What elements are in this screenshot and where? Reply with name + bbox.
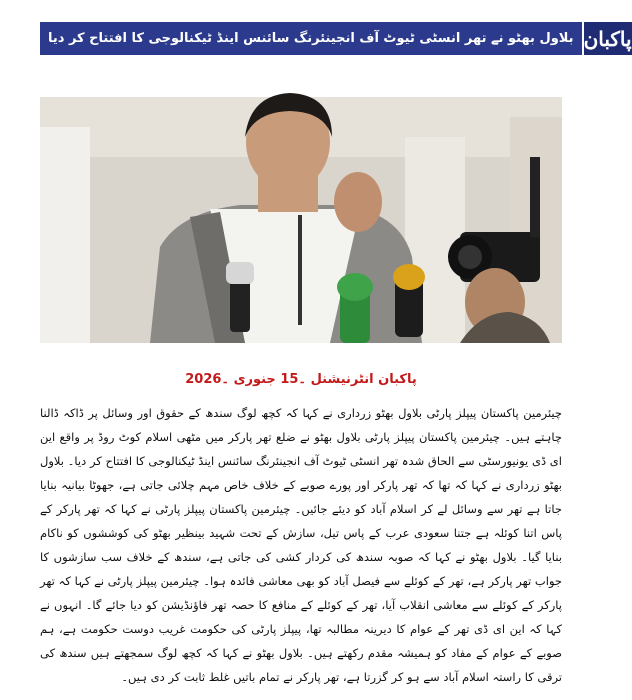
news-photo (40, 97, 562, 343)
article-body: چیئرمین پاکستان پیپلز پارٹی بلاول بھٹو زرداری نے کہا کہ کچھ لوگ سندھ کے حقوق اور وسائل پر ڈاکہ ڈالنا چاہتے ہیں۔ چیئرمین پاکستان پیپلز پارٹی بلاول بھٹو نے ضلع تھر پارکر میں مٹھی اسلام کوٹ روڈ پر واقع این ای ڈی یونیورسٹی سے الحاق شدہ تھر انسٹی ٹیوٹ آف انجینئرنگ سائنس اینڈ ٹیکنالوجی کا افتتاح کر دیا۔ بلاول بھٹو زرداری نے کہا کہ تھا کہ تھر پارکر اور پورے صوبے کے خلاف خاص مہم چلائی جاتی ہے، جھوٹا بیانیہ بنایا جاتا ہے تھر سے وسائل لے کر اسلام آباد کو دیئے جائیں۔ چیئرمین پاکستان پیپلز پارٹی نے کہا کہ تھر پارکر کے پاس اتنا کوئلہ ہے جتنا سعودی عرب کے پاس تیل، سازش کے تحت شہید بینظیر بھٹو کی کوششوں کو ناکام بنایا گیا۔ بلاول بھٹو نے کہا کہ صوبہ سندھ کی کردار کشی کی جاتی ہے، سندھ کے خلاف سب سازشوں کا جواب تھر پارکر ہے، تھر کے کوئلے سے فیصل آباد کو بھی معاشی فائدہ ہوا۔ چیئرمین پیپلز پارٹی نے کہا کہ تھر پارکر کے کوئلے سے معاشی انقلاب آیا، تھر کے کوئلے کے منافع کا حصہ تھر فاؤنڈیشن کو دیا جائے گا۔ انہوں نے کہا کہ این ای ڈی تھر کے عوام کا دیرینہ مطالبہ تھا، پیپلز پارٹی کی حکومت غریب دوست حکومت ہے، ہم صوبے کے عوام کے مفاد کو ہمیشہ مقدم رکھتے ہیں۔ بلاول بھٹو نے کہا کہ کچھ لوگ سمجھتے ہیں سندھ کی ترقی کا راستہ اسلام آباد سے ہو کر گزرتا ہے، تھر پارکر نے تمام باتیں غلط ثابت کر دی ہیں۔ (40, 406, 562, 684)
dateline: پاکبان انٹرنیشنل ۔15 جنوری ۔2026 (185, 372, 417, 387)
page-header (40, 22, 632, 55)
brand-logo: پاکبان (582, 22, 632, 55)
headline: بلاول بھٹو نے تھر انسٹی ٹیوٹ آف انجینئرنگ سائنس اینڈ ٹیکنالوجی کا افتتاح کر دیا (40, 22, 582, 55)
